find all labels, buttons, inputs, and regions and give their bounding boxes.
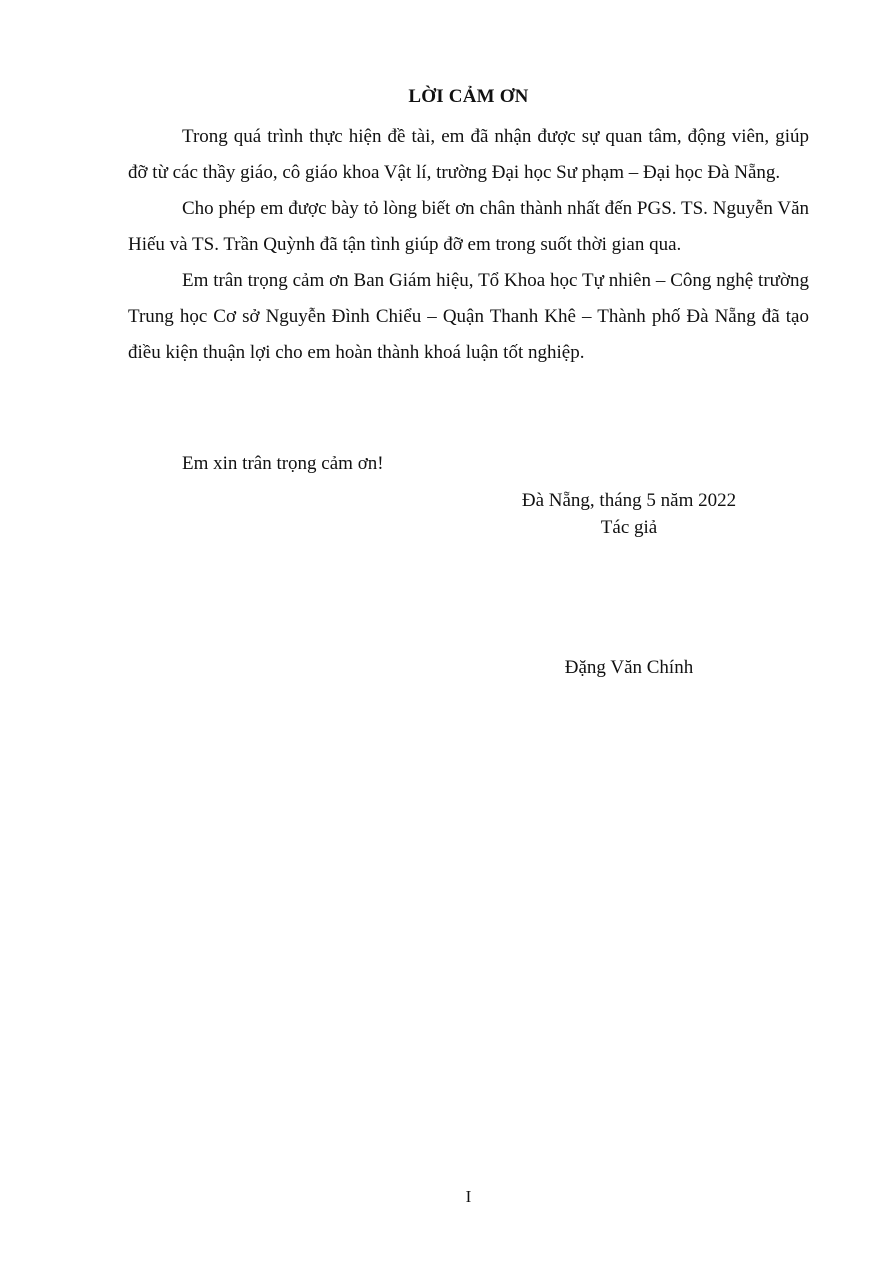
acknowledgement-body — [128, 119, 809, 371]
author-name: Đặng Văn Chính — [564, 657, 694, 678]
author-role: Tác giả — [600, 517, 658, 538]
page-number: I — [465, 1187, 472, 1206]
place-date: Đà Nẵng, tháng 5 năm 2022 — [521, 490, 737, 511]
paragraph: Trong quá trình thực hiện đề tài, em đã nhận được sự quan tâm, động viên, giúp đỡ từ các thầy giáo, cô giáo khoa Vật lí, trường Đại học Sư phạm – Đại học Đà Nẵng. — [128, 126, 809, 183]
page-title: LỜI CẢM ƠN — [408, 86, 529, 107]
closing-line: Em xin trân trọng cảm ơn! — [182, 453, 384, 474]
signature-block — [490, 487, 768, 541]
paragraph: Em trân trọng cảm ơn Ban Giám hiệu, Tổ Khoa học Tự nhiên – Công nghệ trường Trung học Cơ sở Nguyễn Đình Chiểu – Quận Thanh Khê – Thành phố Đà Nẵng đã tạo điều kiện thuận lợi cho em hoàn thành khoá luận tốt nghiệp. — [128, 270, 809, 363]
paragraph: Cho phép em được bày tỏ lòng biết ơn chân thành nhất đến PGS. TS. Nguyễn Văn Hiếu và TS. Trần Quỳnh đã tận tình giúp đỡ em trong suốt thời gian qua. — [128, 198, 809, 255]
